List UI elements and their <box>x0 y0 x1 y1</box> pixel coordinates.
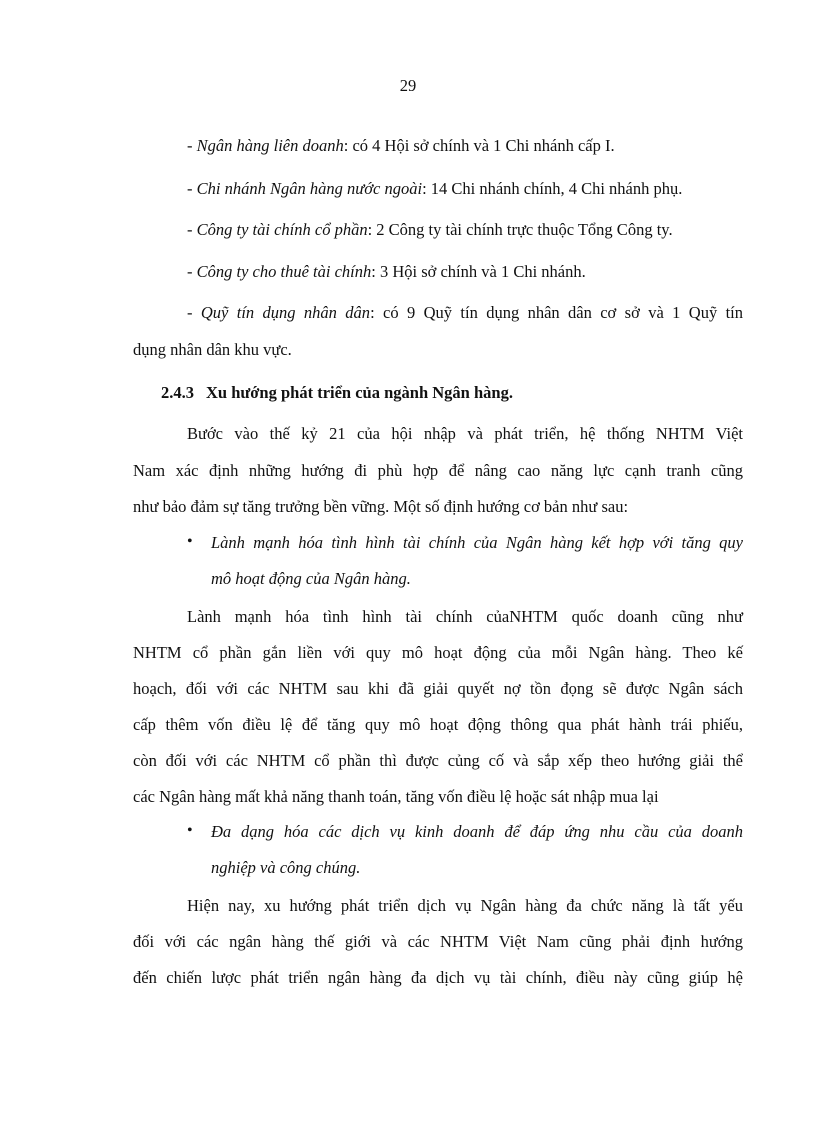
list-item-label: Ngân hàng liên doanh <box>196 136 344 155</box>
section-heading <box>161 383 513 403</box>
section-title: Xu hướng phát triển của ngành Ngân hàng. <box>206 383 513 402</box>
section-number: 2.4.3 <box>161 383 194 402</box>
list-item: - Công ty tài chính cổ phần: 2 Công ty tài chính trực thuộc Tổng Công ty. <box>187 220 673 239</box>
list-item-label: Công ty tài chính cổ phần <box>196 220 368 239</box>
list-item-text: : 3 Hội sở chính và 1 Chi nhánh. <box>371 262 586 281</box>
paragraph-line: đối với các ngân hàng thế giới và các NHTM Việt Nam cũng phải định hướng <box>133 932 743 951</box>
list-item-label: Quỹ tín dụng nhân dân <box>200 303 371 322</box>
bullet-line: mô hoạt động của Ngân hàng. <box>211 569 411 588</box>
list-item-text: : có 4 Hội sở chính và 1 Chi nhánh cấp I. <box>343 136 615 155</box>
list-item-continuation: dụng nhân dân khu vực. <box>133 340 292 359</box>
bullet-line: Lành mạnh hóa tình hình tài chính của Ngân hàng kết hợp với tăng quy <box>211 533 743 552</box>
paragraph-line: NHTM cổ phần gắn liền với quy mô hoạt động của mỗi Ngân hàng. Theo kế <box>133 643 743 662</box>
list-item-text: : có 9 Quỹ tín dụng nhân dân cơ sở và 1 Quỹ tín <box>370 303 743 322</box>
paragraph-line: Nam xác định những hướng đi phù hợp để nâng cao năng lực cạnh tranh cũng <box>133 461 743 480</box>
bullet-line: nghiệp và công chúng. <box>211 858 361 877</box>
bullet-line: Đa dạng hóa các dịch vụ kinh doanh để đáp ứng nhu cầu của doanh <box>211 822 743 841</box>
list-item: - Công ty cho thuê tài chính: 3 Hội sở chính và 1 Chi nhánh. <box>187 262 586 281</box>
list-item-label: Chi nhánh Ngân hàng nước ngoài <box>196 179 423 198</box>
list-item-text: : 14 Chi nhánh chính, 4 Chi nhánh phụ. <box>422 179 683 198</box>
paragraph-line: Bước vào thế kỷ 21 của hội nhập và phát triển, hệ thống NHTM Việt <box>187 424 743 443</box>
bullet-icon: • <box>187 822 193 839</box>
paragraph-line: Lành mạnh hóa tình hình tài chính củaNHTM quốc doanh cũng như <box>187 607 743 626</box>
paragraph-line: đến chiến lược phát triển ngân hàng đa dịch vụ tài chính, điều này cũng giúp hệ <box>133 968 743 987</box>
list-item: - Quỹ tín dụng nhân dân: có 9 Quỹ tín dụng nhân dân cơ sở và 1 Quỹ tín <box>187 303 743 322</box>
list-item-label: Công ty cho thuê tài chính <box>196 262 372 281</box>
paragraph-line: như bảo đảm sự tăng trưởng bền vững. Một số định hướng cơ bản như sau: <box>133 497 629 516</box>
paragraph-line: hoạch, đối với các NHTM sau khi đã giải quyết nợ tồn đọng sẽ được Ngân sách <box>133 679 743 698</box>
list-item: - Chi nhánh Ngân hàng nước ngoài: 14 Chi nhánh chính, 4 Chi nhánh phụ. <box>187 179 683 198</box>
paragraph-line: còn đối với các NHTM cổ phần thì được củng cố và sắp xếp theo hướng giải thể <box>133 751 743 770</box>
paragraph-line: các Ngân hàng mất khả năng thanh toán, tăng vốn điều lệ hoặc sát nhập mua lại <box>133 787 659 806</box>
paragraph-line: cấp thêm vốn điều lệ để tăng quy mô hoạt động thông qua phát hành trái phiếu, <box>133 715 743 734</box>
page-number: 29 <box>399 76 417 95</box>
list-item: - Ngân hàng liên doanh: có 4 Hội sở chính và 1 Chi nhánh cấp I. <box>187 136 615 155</box>
bullet-icon: • <box>187 533 193 550</box>
list-item-text: : 2 Công ty tài chính trực thuộc Tổng Công ty. <box>367 220 673 239</box>
paragraph-line: Hiện nay, xu hướng phát triển dịch vụ Ngân hàng đa chức năng là tất yếu <box>187 896 743 915</box>
